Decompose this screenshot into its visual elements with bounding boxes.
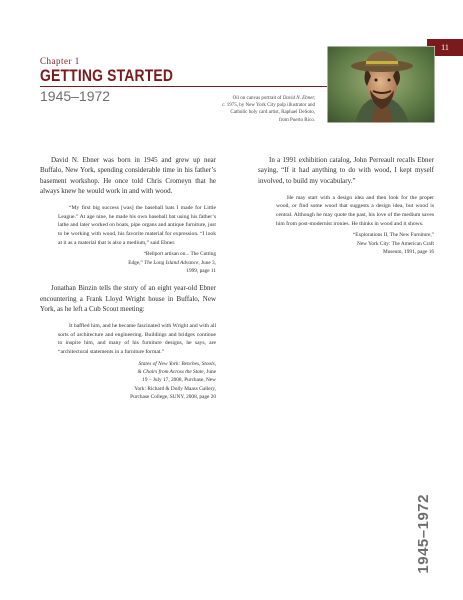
quote-source-states: States of New York: Benches, Stools, & Chairs from Across the State, June 19 – July 17, 2008, Purchase, New York: Richard & Dolly Maass Gallery, Purchase College, SUNY, 2008, page 20 bbox=[130, 360, 216, 401]
chapter-title: GETTING STARTED bbox=[40, 66, 174, 85]
intro-paragraph: David N. Ebner was born in 1945 and grew up near Buffalo, New York, spending considerable time in his father’s basement workshop. He once told Chris Cromeyn that he always knew he would work in and with wood. bbox=[40, 156, 216, 195]
caption-line-4: from Puerto Rico. bbox=[279, 117, 315, 123]
binzin-paragraph: Jonathan Binzin tells the story of an eight year-old Ebner encountering a Frank Lloyd Wright house in Buffalo, New York, as he left a Cub Scout meeting: bbox=[40, 284, 216, 313]
portrait-painting bbox=[327, 46, 435, 123]
portrait-caption bbox=[188, 95, 315, 124]
page-number-tab: 11 bbox=[427, 39, 463, 56]
left-column bbox=[40, 155, 216, 402]
block-quote-baseball: “My first big success [was] the baseball bats I made for Little League.” At age nine, he made his own baseball bat using his father’s lathe and later worked on boats, pipe organs and antique furniture, just to be working with wood, his favorite material for expression. “I look at it as a material that is also a medium,” said Ebner. bbox=[58, 205, 216, 246]
perreault-paragraph: In a 1991 exhibition catalog, John Perreault recalls Ebner saying, “If it had anything to do with wood, I kept myself involved, to build my vocabulary.” bbox=[258, 156, 434, 185]
caption-line-1: Oil on canvas portrait of David N. Ebner, bbox=[232, 96, 315, 101]
quote-source-advance: “Bellport artisan on... The Cutting Edge,” The Long Island Advance, June 3, 1999, page 11 bbox=[128, 251, 216, 274]
vertical-date-range: 1945–1972 bbox=[415, 494, 432, 574]
quote-source-explorations: “Explorations II, The New Furniture,” New York City: The American Craft Museum, 1991, page 16 bbox=[352, 232, 434, 256]
block-quote-design: He may start with a design idea and then look for the proper wood, or find some wood that suggests a design idea, but wood is central. Although he may quote the past, his love of the medium saves him from post-modernist ironies. He thinks in wood and it shows. bbox=[276, 194, 434, 227]
chapter-date-range: 1945–1972 bbox=[40, 88, 111, 104]
caption-line-2: c. 1975, by New York City pulp illustrator and bbox=[222, 103, 315, 109]
caption-line-3: Catholic holy card artist, Raphael DeSoto, bbox=[230, 110, 315, 116]
block-quote-wright: It baffled him, and he became fascinated with Wright and with all sorts of architecture and engineering. Buildings and bridges continue to inspire him, and many of his furniture designs, he says, are “architectural statements in a furniture format.” bbox=[58, 323, 216, 356]
right-column bbox=[258, 155, 434, 256]
chapter-label: Chapter 1 bbox=[40, 56, 80, 66]
